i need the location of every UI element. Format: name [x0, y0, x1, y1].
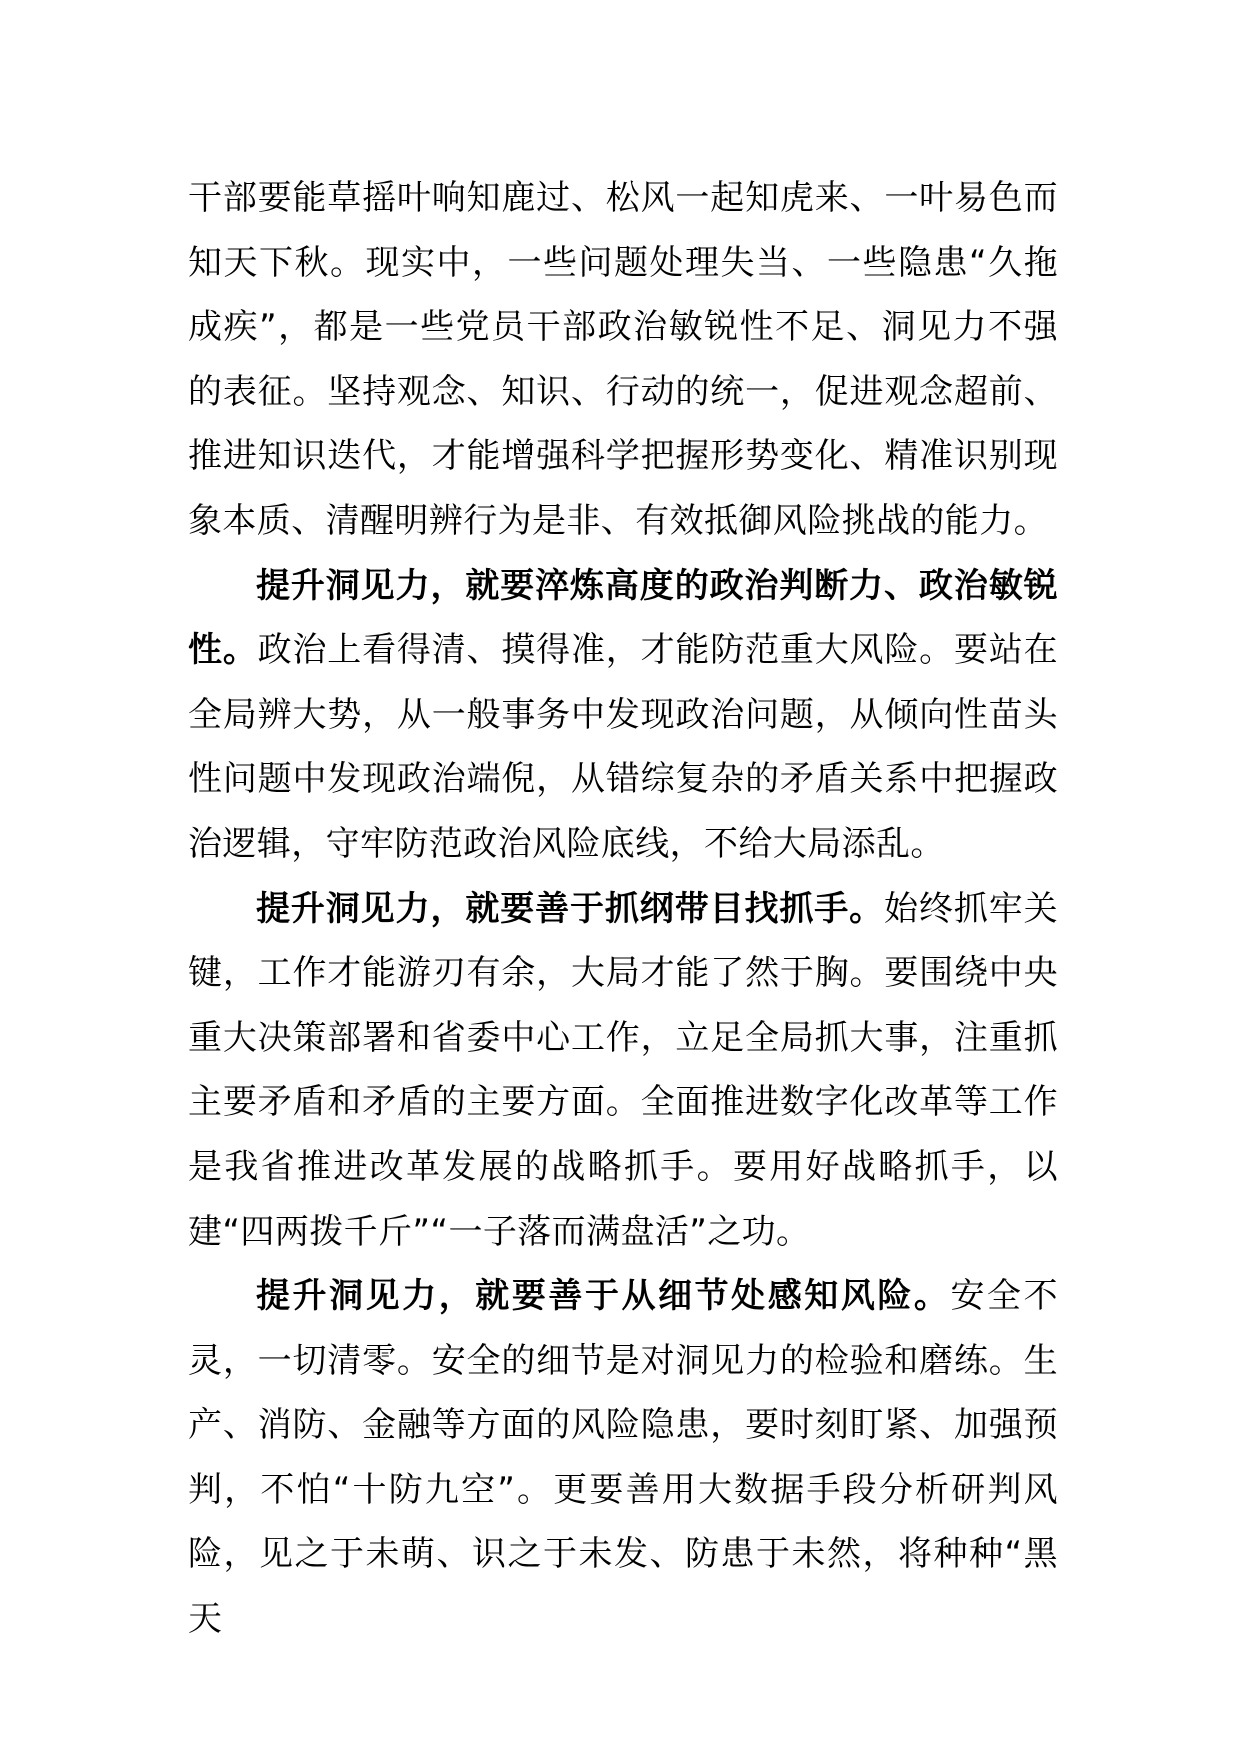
paragraph-3-text: 始终抓牢关键，工作才能游刃有余，大局才能了然于胸。要围绕中央重大决策部署和省委中心工作，立足全局抓大事，注重抓主要矛盾和矛盾的主要方面。全面推进数字化改革等工作是我省推进改革发展的战略抓手。要用好战略抓手，以建“四两拨千斤”“一子落而满盘活”之功。: [188, 888, 1059, 1252]
paragraph-1: [188, 166, 1058, 554]
paragraph-1-text: 干部要能草摇叶响知鹿过、松风一起知虎来、一叶易色而知天下秋。现实中，一些问题处理失当、一些隐患“久拖成疾”，都是一些党员干部政治敏锐性不足、洞见力不强的表征。坚持观念、知识、行动的统一，促进观念超前、推进知识迭代，才能增强科学把握形势变化、精准识别现象本质、清醒明辨行为是非、有效抵御风险挑战的能力。: [188, 178, 1058, 541]
paragraph-3-heading: 提升洞见力，就要善于抓纲带目找抓手。: [256, 888, 885, 929]
paragraph-2-heading: 提升洞见力，就要淬炼高度的政治判断力、政治敏锐性。: [188, 565, 1058, 671]
paragraph-4-heading: 提升洞见力，就要善于从细节处感知风险。: [256, 1276, 951, 1317]
paragraph-3: [188, 877, 1058, 1265]
document-body: [188, 166, 1058, 1652]
paragraph-2: [188, 554, 1058, 877]
paragraph-4-text: 安全不灵，一切清零。安全的细节是对洞见力的检验和磨练。生产、消防、金融等方面的风险隐患，要时刻盯紧、加强预判，不怕“十防九空”。更要善用大数据手段分析研判风险，见之于未萌、识之于未发、防患于未然，将种种“黑天: [188, 1276, 1058, 1640]
paragraph-4: [188, 1264, 1058, 1652]
paragraph-2-text: 政治上看得清、摸得准，才能防范重大风险。要站在全局辨大势，从一般事务中发现政治问题，从倾向性苗头性问题中发现政治端倪，从错综复杂的矛盾关系中把握政治逻辑，守牢防范政治风险底线，不给大局添乱。: [188, 630, 1058, 864]
